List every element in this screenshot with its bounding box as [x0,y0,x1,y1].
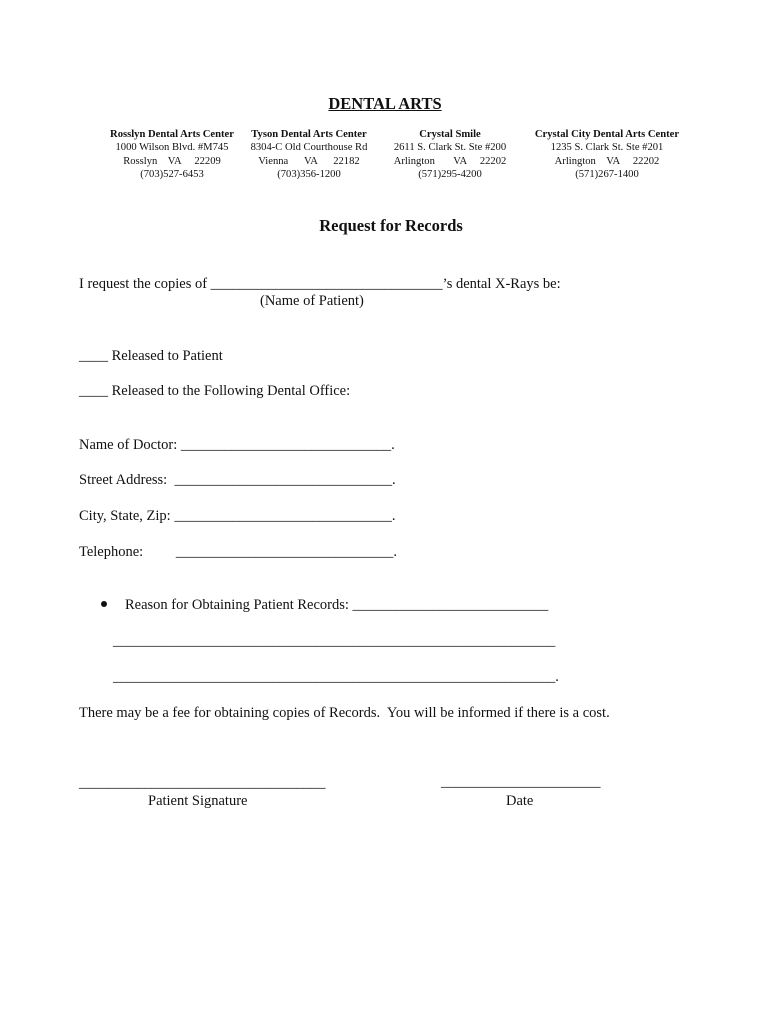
document-title: DENTAL ARTS [328,94,442,113]
office-city: Rosslyn VA 22209 [123,155,221,167]
office-tyson [228,128,390,182]
patient-name-field[interactable]: I request the copies of ________________________________’s dental X-Rays be: [79,276,561,292]
office-address: 1235 S. Clark St. Ste #201 [550,142,664,154]
date-label: Date [506,793,534,809]
office-name: Crystal City Dental Arts Center [534,129,680,140]
office-directory [0,128,770,188]
telephone-field[interactable]: Telephone: ______________________________. [79,544,397,560]
office-phone: (703)527-6453 [140,169,204,181]
fee-notice: There may be a fee for obtaining copies of Records. You will be informed if there is a cost. [79,705,610,721]
office-phone: (703)356-1200 [277,169,341,181]
office-phone: (571)295-4200 [418,169,482,181]
date-line[interactable]: ______________________ [441,774,601,790]
office-crystal-smile [380,128,520,182]
release-to-office-option[interactable]: ____ Released to the Following Dental Office: [79,383,351,399]
reason-line-2[interactable]: _____________________________________________________________ [113,633,556,649]
office-phone: (571)267-1400 [575,169,639,181]
office-name: Rosslyn Dental Arts Center [110,129,234,140]
office-city: Vienna VA 22182 [258,155,360,167]
office-city: Arlington VA 22202 [554,155,660,167]
release-to-patient-option[interactable]: ____ Released to Patient [79,348,223,364]
street-address-field[interactable]: Street Address: ______________________________. [79,472,396,488]
office-name: Crystal Smile [419,129,481,140]
form-heading: Request for Records [319,216,463,235]
reason-field[interactable]: Reason for Obtaining Patient Records: ___________________________ [125,597,549,613]
office-address: 8304-C Old Courthouse Rd [250,142,368,154]
office-crystal-city [524,128,690,182]
city-state-zip-field[interactable]: City, State, Zip: ______________________________. [79,508,396,524]
signature-line[interactable]: __________________________________ [79,775,326,791]
signature-label: Patient Signature [148,793,248,809]
office-city: Arlington VA 22202 [393,155,507,167]
office-address: 2611 S. Clark St. Ste #200 [393,142,507,154]
doctor-name-field[interactable]: Name of Doctor: _____________________________. [79,437,395,453]
bullet-icon [101,601,107,607]
office-address: 1000 Wilson Blvd. #M745 [115,142,229,154]
office-name: Tyson Dental Arts Center [251,129,367,140]
patient-name-caption: (Name of Patient) [260,293,364,309]
reason-line-3[interactable]: _____________________________________________________________. [113,669,559,685]
